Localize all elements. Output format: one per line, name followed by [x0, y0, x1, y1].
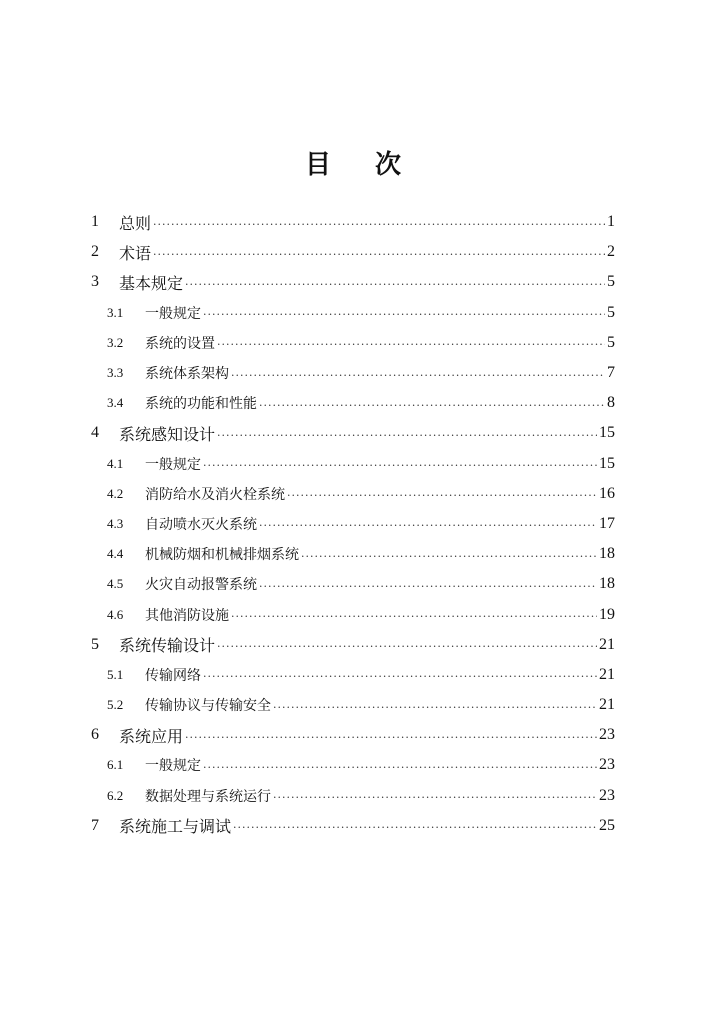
toc-entry-number: 4.5 — [107, 576, 124, 592]
toc-entry-page-number: 16 — [599, 484, 615, 502]
toc-entry-number: 2 — [91, 243, 99, 261]
toc-leader-dots — [203, 459, 597, 472]
toc-entry-title: 火灾自动报警系统 — [145, 577, 257, 594]
toc-entry-page-number: 21 — [599, 665, 615, 683]
toc-entry-page-number: 21 — [599, 635, 615, 653]
toc-section-entry[interactable] — [91, 358, 615, 388]
toc-section-entry[interactable] — [91, 539, 615, 569]
toc-entry-title: 系统感知设计 — [119, 424, 216, 444]
toc-section-entry[interactable] — [91, 388, 615, 418]
toc-entry-number: 1 — [91, 213, 99, 231]
toc-entry-title: 系统的设置 — [145, 335, 215, 352]
toc-entry-page-number: 17 — [599, 514, 615, 532]
toc-section-entry[interactable] — [91, 449, 615, 479]
toc-entry-title: 总则 — [119, 213, 152, 233]
toc-entry-number: 5.2 — [107, 697, 124, 713]
toc-entry-number: 6.1 — [107, 757, 124, 773]
toc-entry-number: 7 — [91, 816, 99, 834]
toc-leader-dots — [231, 369, 605, 382]
toc-entry-number: 6 — [91, 726, 99, 744]
toc-entry-number: 5 — [91, 635, 99, 653]
toc-leader-dots — [259, 399, 605, 412]
toc-leader-dots — [273, 791, 597, 804]
toc-entry-page-number: 18 — [599, 575, 615, 593]
toc-leader-dots — [217, 640, 597, 653]
toc-entry-number: 3.2 — [107, 334, 124, 350]
toc-section-entry[interactable] — [91, 750, 615, 780]
toc-entry-number: 4 — [91, 424, 99, 442]
toc-leader-dots — [301, 550, 597, 563]
toc-section-entry[interactable] — [91, 328, 615, 358]
toc-entry-number: 4.1 — [107, 455, 124, 471]
toc-entry-page-number: 5 — [607, 333, 615, 351]
toc-entry-title: 一般规定 — [145, 456, 201, 473]
toc-leader-dots — [231, 610, 597, 623]
page-title-char-2: 次 — [375, 150, 402, 180]
toc-entry-title: 传输网络 — [145, 667, 201, 684]
table-of-contents — [91, 207, 615, 841]
toc-entry-page-number: 19 — [599, 605, 615, 623]
toc-entry-title: 系统施工与调试 — [119, 817, 232, 837]
toc-entry-number: 6.2 — [107, 787, 124, 803]
toc-entry-page-number: 8 — [607, 394, 615, 412]
toc-section-entry[interactable] — [91, 298, 615, 328]
toc-entry-page-number: 23 — [599, 726, 615, 744]
toc-entry-number: 3.4 — [107, 395, 124, 411]
toc-section-entry[interactable] — [91, 509, 615, 539]
toc-entry-page-number: 18 — [599, 545, 615, 563]
toc-section-entry[interactable] — [91, 599, 615, 629]
toc-entry-number: 5.1 — [107, 666, 124, 682]
toc-section-entry[interactable] — [91, 781, 615, 811]
toc-entry-page-number: 5 — [607, 273, 615, 291]
toc-entry-title: 术语 — [119, 243, 152, 263]
toc-entry-page-number: 5 — [607, 303, 615, 321]
toc-entry-number: 4.6 — [107, 606, 124, 622]
toc-section-entry[interactable] — [91, 660, 615, 690]
toc-chapter-entry[interactable] — [91, 267, 615, 297]
toc-entry-title: 系统应用 — [119, 726, 184, 746]
toc-entry-page-number: 23 — [599, 786, 615, 804]
toc-leader-dots — [203, 670, 597, 683]
toc-entry-page-number: 25 — [599, 816, 615, 834]
toc-leader-dots — [203, 761, 597, 774]
toc-section-entry[interactable] — [91, 479, 615, 509]
toc-entry-title: 其他消防设施 — [145, 607, 229, 624]
toc-chapter-entry[interactable] — [91, 720, 615, 750]
toc-entry-number: 4.4 — [107, 546, 124, 562]
toc-entry-page-number: 15 — [599, 454, 615, 472]
toc-entry-page-number: 7 — [607, 364, 615, 382]
toc-leader-dots — [185, 731, 597, 744]
toc-chapter-entry[interactable] — [91, 630, 615, 660]
toc-entry-title: 系统体系架构 — [145, 366, 229, 383]
toc-entry-title: 系统传输设计 — [119, 636, 216, 656]
toc-chapter-entry[interactable] — [91, 811, 615, 841]
toc-entry-title: 一般规定 — [145, 758, 201, 775]
toc-entry-number: 3.3 — [107, 365, 124, 381]
toc-entry-title: 基本规定 — [119, 273, 184, 293]
toc-leader-dots — [217, 429, 597, 442]
toc-leader-dots — [259, 519, 597, 532]
toc-entry-number: 4.3 — [107, 515, 124, 531]
toc-chapter-entry[interactable] — [91, 418, 615, 448]
toc-leader-dots — [233, 821, 597, 834]
toc-entry-title: 数据处理与系统运行 — [145, 788, 271, 805]
toc-entry-number: 3 — [91, 273, 99, 291]
toc-entry-title: 传输协议与传输安全 — [145, 698, 271, 715]
toc-entry-page-number: 23 — [599, 756, 615, 774]
toc-leader-dots — [287, 489, 597, 502]
toc-leader-dots — [153, 248, 605, 261]
toc-entry-page-number: 2 — [607, 243, 615, 261]
toc-entry-page-number: 15 — [599, 424, 615, 442]
toc-entry-title: 消防给水及消火栓系统 — [145, 486, 285, 503]
toc-entry-number: 3.1 — [107, 304, 124, 320]
toc-chapter-entry[interactable] — [91, 237, 615, 267]
toc-leader-dots — [185, 278, 605, 291]
toc-leader-dots — [259, 580, 597, 593]
toc-leader-dots — [153, 218, 605, 231]
page-title — [0, 144, 706, 181]
toc-chapter-entry[interactable] — [91, 207, 615, 237]
toc-entry-page-number: 21 — [599, 696, 615, 714]
toc-entry-title: 一般规定 — [145, 305, 201, 322]
toc-leader-dots — [217, 338, 605, 351]
toc-section-entry[interactable] — [91, 690, 615, 720]
toc-section-entry[interactable] — [91, 569, 615, 599]
toc-leader-dots — [273, 701, 597, 714]
toc-entry-number: 4.2 — [107, 485, 124, 501]
page-title-char-1: 目 — [304, 150, 331, 180]
toc-leader-dots — [203, 308, 605, 321]
toc-entry-title: 自动喷水灭火系统 — [145, 516, 257, 533]
toc-entry-title: 机械防烟和机械排烟系统 — [145, 547, 299, 564]
toc-entry-page-number: 1 — [607, 213, 615, 231]
toc-entry-title: 系统的功能和性能 — [145, 396, 257, 413]
